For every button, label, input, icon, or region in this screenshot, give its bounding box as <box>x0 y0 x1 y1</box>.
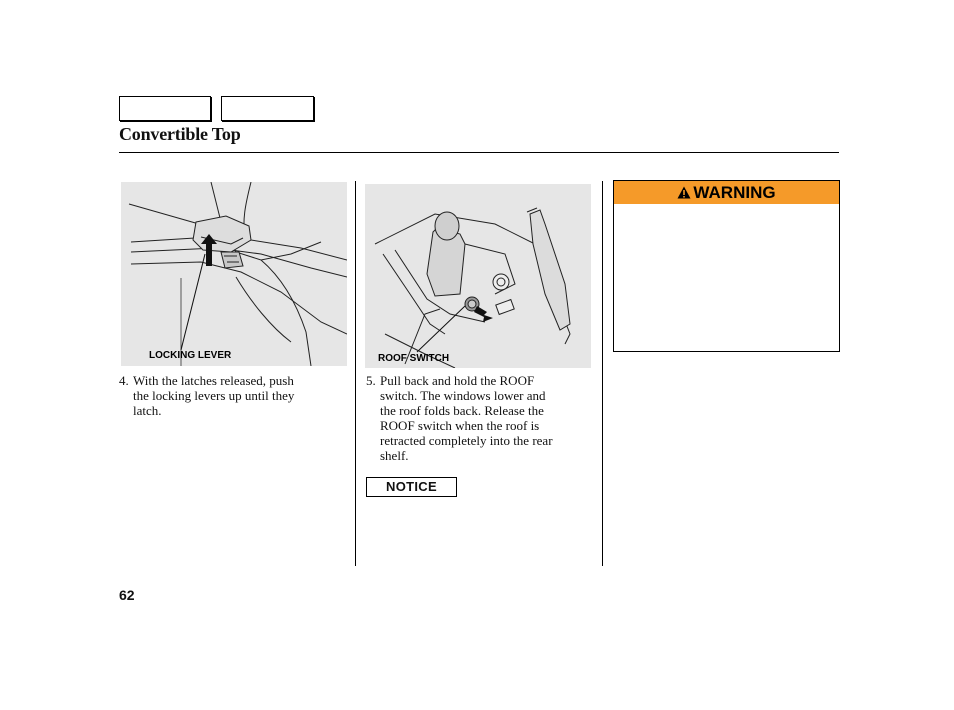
locking-lever-illustration <box>121 182 347 366</box>
nav-tab-2[interactable] <box>221 96 314 121</box>
roof-switch-drawing <box>365 184 591 368</box>
warning-header[interactable] <box>614 181 839 204</box>
step-line: Pull back and hold the ROOF <box>380 373 535 388</box>
column-divider-1 <box>355 181 356 566</box>
step-line: the roof folds back. Release the <box>380 403 544 418</box>
notice-button[interactable]: NOTICE <box>366 477 457 497</box>
step-line: shelf. <box>380 448 409 463</box>
step-line: retracted completely into the rear <box>380 433 553 448</box>
step-line: the locking levers up until they <box>133 388 295 403</box>
page-number: 62 <box>119 587 135 603</box>
step-text <box>380 373 553 463</box>
locking-lever-label: LOCKING LEVER <box>149 350 232 361</box>
step-line: With the latches released, push <box>133 373 294 388</box>
step-text <box>133 373 294 418</box>
page-title: Convertible Top <box>119 124 241 144</box>
step-number: 5. <box>366 373 376 388</box>
warning-triangle-icon <box>677 186 691 199</box>
step-line: ROOF switch when the roof is <box>380 418 540 433</box>
roof-switch-illustration <box>365 184 591 368</box>
title-divider <box>119 152 839 153</box>
nav-tab-1[interactable] <box>119 96 211 121</box>
step-number: 4. <box>119 373 129 388</box>
roof-switch-label: ROOF SWITCH <box>378 353 450 364</box>
column-divider-2 <box>602 181 603 566</box>
step-line: switch. The windows lower and <box>380 388 546 403</box>
warning-label: WARNING <box>693 182 776 202</box>
step-line: latch. <box>133 403 162 418</box>
locking-lever-drawing <box>121 182 347 366</box>
warning-box <box>613 180 840 352</box>
